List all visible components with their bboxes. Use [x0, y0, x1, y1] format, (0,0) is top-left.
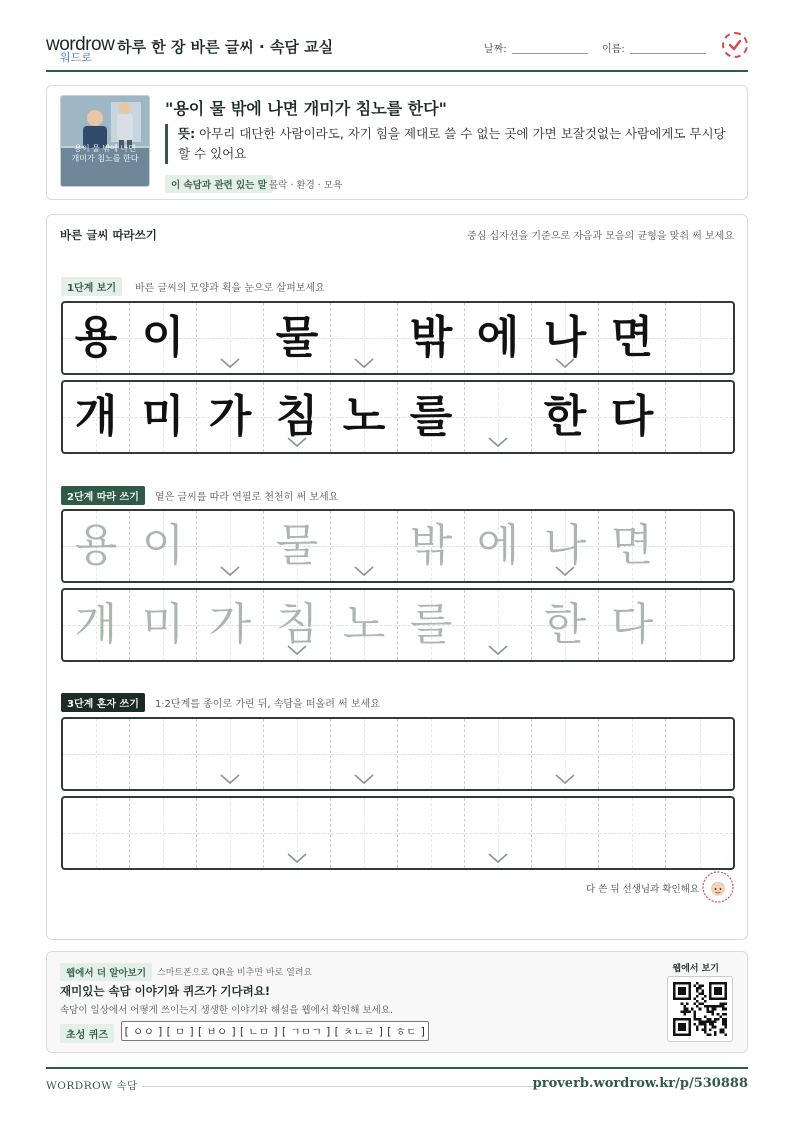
grid-cell[interactable]: [398, 798, 465, 868]
practice-char: 미: [141, 391, 185, 442]
grid-cell[interactable]: [465, 511, 532, 581]
grid-cell: [264, 382, 331, 452]
practice-row-trace[interactable]: [61, 588, 735, 662]
grid-cell[interactable]: [666, 798, 733, 868]
space-chevron-icon: [286, 852, 308, 864]
grid-cell: [532, 382, 599, 452]
practice-char: 개: [74, 599, 118, 650]
web-hint: 스마트폰으로 QR을 비추면 바로 열려요: [157, 968, 313, 978]
practice-char: 면: [610, 312, 654, 363]
web-description: 속담이 일상에서 어떻게 쓰이는지 생생한 이야기와 해설을 웹에서 확인해 보세요.: [60, 1005, 394, 1016]
grid-cell[interactable]: [465, 798, 532, 868]
grid-cell: [130, 382, 197, 452]
grid-cell[interactable]: [599, 719, 666, 789]
grid-cell: [666, 303, 733, 373]
practice-char: 노: [342, 391, 386, 442]
practice-char: 면: [610, 520, 654, 571]
grid-cell[interactable]: [666, 590, 733, 660]
grid-cell: [331, 382, 398, 452]
space-chevron-icon: [219, 773, 241, 785]
teacher-check-icon: [702, 871, 734, 903]
logo-text: wordrow: [46, 34, 115, 55]
grid-cell[interactable]: [398, 719, 465, 789]
proverb-card: [46, 85, 748, 200]
practice-char: 용: [74, 312, 118, 363]
grid-cell[interactable]: [264, 590, 331, 660]
grid-cell[interactable]: [197, 511, 264, 581]
practice-row-trace[interactable]: [61, 509, 735, 583]
step2-desc: 옅은 글씨를 따라 연필로 천천히 써 보세요: [155, 492, 339, 503]
grid-cell[interactable]: [63, 511, 130, 581]
grid-cell[interactable]: [197, 798, 264, 868]
grid-cell[interactable]: [532, 719, 599, 789]
practice-char: 밖: [409, 520, 453, 571]
page-header: [46, 30, 748, 72]
name-field[interactable]: [630, 53, 706, 54]
practice-row-view: [61, 301, 735, 375]
date-label: 날짜:: [484, 44, 507, 55]
grid-cell[interactable]: [532, 590, 599, 660]
grid-cell[interactable]: [666, 719, 733, 789]
step3-tag: 3단계 혼자 쓰기: [61, 693, 145, 712]
grid-cell[interactable]: [599, 798, 666, 868]
step1-tag: 1단계 보기: [61, 277, 122, 296]
grid-cell[interactable]: [666, 511, 733, 581]
grid-cell: [197, 303, 264, 373]
qr-code-icon[interactable]: [667, 976, 733, 1042]
check-note: 다 쓴 뒤 선생님과 확인해요: [585, 884, 699, 895]
related-tag: 이 속담과 관련 있는 말: [165, 175, 273, 193]
space-chevron-icon: [487, 644, 509, 656]
page-title: 하루 한 장 바른 글씨 · 속담 교실: [117, 38, 334, 56]
grid-cell[interactable]: [398, 511, 465, 581]
grid-cell[interactable]: [398, 590, 465, 660]
grid-cell[interactable]: [532, 511, 599, 581]
grid-cell[interactable]: [599, 511, 666, 581]
proverb-illustration: [60, 95, 150, 187]
grid-cell[interactable]: [130, 511, 197, 581]
grid-cell[interactable]: [63, 719, 130, 789]
practice-char: 이: [141, 520, 185, 571]
web-tag: 웹에서 더 알아보기: [60, 963, 152, 981]
grid-cell: [398, 382, 465, 452]
grid-cell: [197, 382, 264, 452]
logo-korean: 워드로: [60, 52, 92, 64]
footer-url[interactable]: proverb.wordrow.kr/p/530888: [532, 1076, 748, 1091]
space-chevron-icon: [554, 773, 576, 785]
grid-cell: [532, 303, 599, 373]
practice-char: 노: [342, 599, 386, 650]
grid-cell: [666, 382, 733, 452]
wordrow-logo[interactable]: [46, 34, 115, 64]
grid-cell: [599, 382, 666, 452]
practice-char: 이: [141, 312, 185, 363]
grid-cell[interactable]: [130, 590, 197, 660]
practice-char: 물: [275, 520, 319, 571]
space-chevron-icon: [219, 357, 241, 369]
practice-char: 밖: [409, 312, 453, 363]
grid-cell[interactable]: [264, 719, 331, 789]
practice-char: 가: [208, 599, 252, 650]
practice-char: 를: [409, 391, 453, 442]
meaning-box: [165, 124, 735, 164]
practice-char: 에: [476, 520, 520, 571]
proverb-title: "용이 물 밖에 나면 개미가 침노를 한다": [165, 99, 447, 118]
practice-row-blank[interactable]: [61, 717, 735, 791]
qr-label: 웹에서 보기: [672, 964, 719, 974]
practice-char: 에: [476, 312, 520, 363]
practice-char: 를: [409, 599, 453, 650]
grid-cell: [63, 382, 130, 452]
space-chevron-icon: [353, 773, 375, 785]
grid-cell: [63, 303, 130, 373]
practice-char: 한: [543, 599, 587, 650]
grid-cell: [599, 303, 666, 373]
practice-char: 나: [543, 312, 587, 363]
practice-char: 다: [610, 391, 654, 442]
grid-cell[interactable]: [130, 798, 197, 868]
grid-cell[interactable]: [331, 719, 398, 789]
grid-cell: [264, 303, 331, 373]
practice-char: 미: [141, 599, 185, 650]
grid-cell[interactable]: [264, 511, 331, 581]
step3-desc: 1·2단계를 종이로 가린 뒤, 속담을 떠올려 써 보세요: [155, 699, 380, 710]
space-chevron-icon: [487, 436, 509, 448]
web-headline: 재미있는 속담 이야기와 퀴즈가 기다려요!: [60, 984, 271, 998]
step1-desc: 바른 글씨의 모양과 획을 눈으로 살펴보세요: [135, 283, 325, 294]
practice-char: 나: [543, 520, 587, 571]
grid-cell[interactable]: [264, 798, 331, 868]
grid-cell: [331, 303, 398, 373]
quiz-label: 초성 퀴즈: [60, 1024, 114, 1043]
grid-cell: [465, 382, 532, 452]
meaning-text: 아무리 대단한 사람이라도, 자기 힘을 제대로 쓸 수 없는 곳에 가면 보잘것없는 사람에게도 무시당할 수 있어요: [178, 126, 726, 161]
practice-section: [46, 214, 748, 940]
space-chevron-icon: [353, 357, 375, 369]
related-words: 몰락 · 환경 · 모욕: [269, 180, 343, 191]
grid-cell: [398, 303, 465, 373]
practice-char: 용: [74, 520, 118, 571]
practice-char: 다: [610, 599, 654, 650]
web-promo-box: [46, 951, 748, 1053]
practice-char: 물: [275, 312, 319, 363]
thumb-text-line: 개미가 침노를 한다: [71, 154, 139, 163]
step2-tag: 2단계 따라 쓰기: [61, 486, 145, 505]
space-chevron-icon: [219, 565, 241, 577]
grid-cell: [130, 303, 197, 373]
grid-cell[interactable]: [197, 719, 264, 789]
meaning-label: 뜻:: [178, 126, 196, 141]
practice-row-blank[interactable]: [61, 796, 735, 870]
chosung-quiz: [ ㅇㅇ ] [ ㅁ ] [ ㅂㅇ ] [ ㄴㅁ ] [ ㄱㅁㄱ ] [ ㅊㄴㄹ ] [ ㅎㄷ ]: [121, 1021, 429, 1041]
practice-char: 한: [543, 391, 587, 442]
practice-row-view: [61, 380, 735, 454]
practice-char: 가: [208, 391, 252, 442]
grid-cell[interactable]: [532, 798, 599, 868]
date-field[interactable]: [512, 53, 588, 54]
page-footer: [46, 1067, 748, 1097]
grid-cell[interactable]: [465, 719, 532, 789]
grid-cell[interactable]: [599, 590, 666, 660]
grid-cell: [465, 303, 532, 373]
practice-tip: 중심 십자선을 기준으로 자음과 모음의 균형을 맞춰 써 보세요: [467, 231, 734, 242]
footer-brand: WORDROW 속담: [46, 1080, 138, 1092]
grid-cell[interactable]: [63, 590, 130, 660]
grid-cell[interactable]: [63, 798, 130, 868]
space-chevron-icon: [353, 565, 375, 577]
footer-divider: [142, 1086, 536, 1087]
name-label: 이름:: [602, 44, 625, 55]
grid-cell[interactable]: [197, 590, 264, 660]
space-chevron-icon: [487, 852, 509, 864]
thumb-text-line: 용이 물 밖에 나면: [74, 144, 136, 153]
check-stamp-icon: [722, 32, 748, 58]
practice-title: 바른 글씨 따라쓰기: [60, 228, 157, 242]
grid-cell[interactable]: [130, 719, 197, 789]
practice-char: 침: [275, 391, 319, 442]
grid-cell[interactable]: [465, 590, 532, 660]
grid-cell[interactable]: [331, 798, 398, 868]
practice-char: 개: [74, 391, 118, 442]
grid-cell[interactable]: [331, 511, 398, 581]
grid-cell[interactable]: [331, 590, 398, 660]
practice-char: 침: [275, 599, 319, 650]
